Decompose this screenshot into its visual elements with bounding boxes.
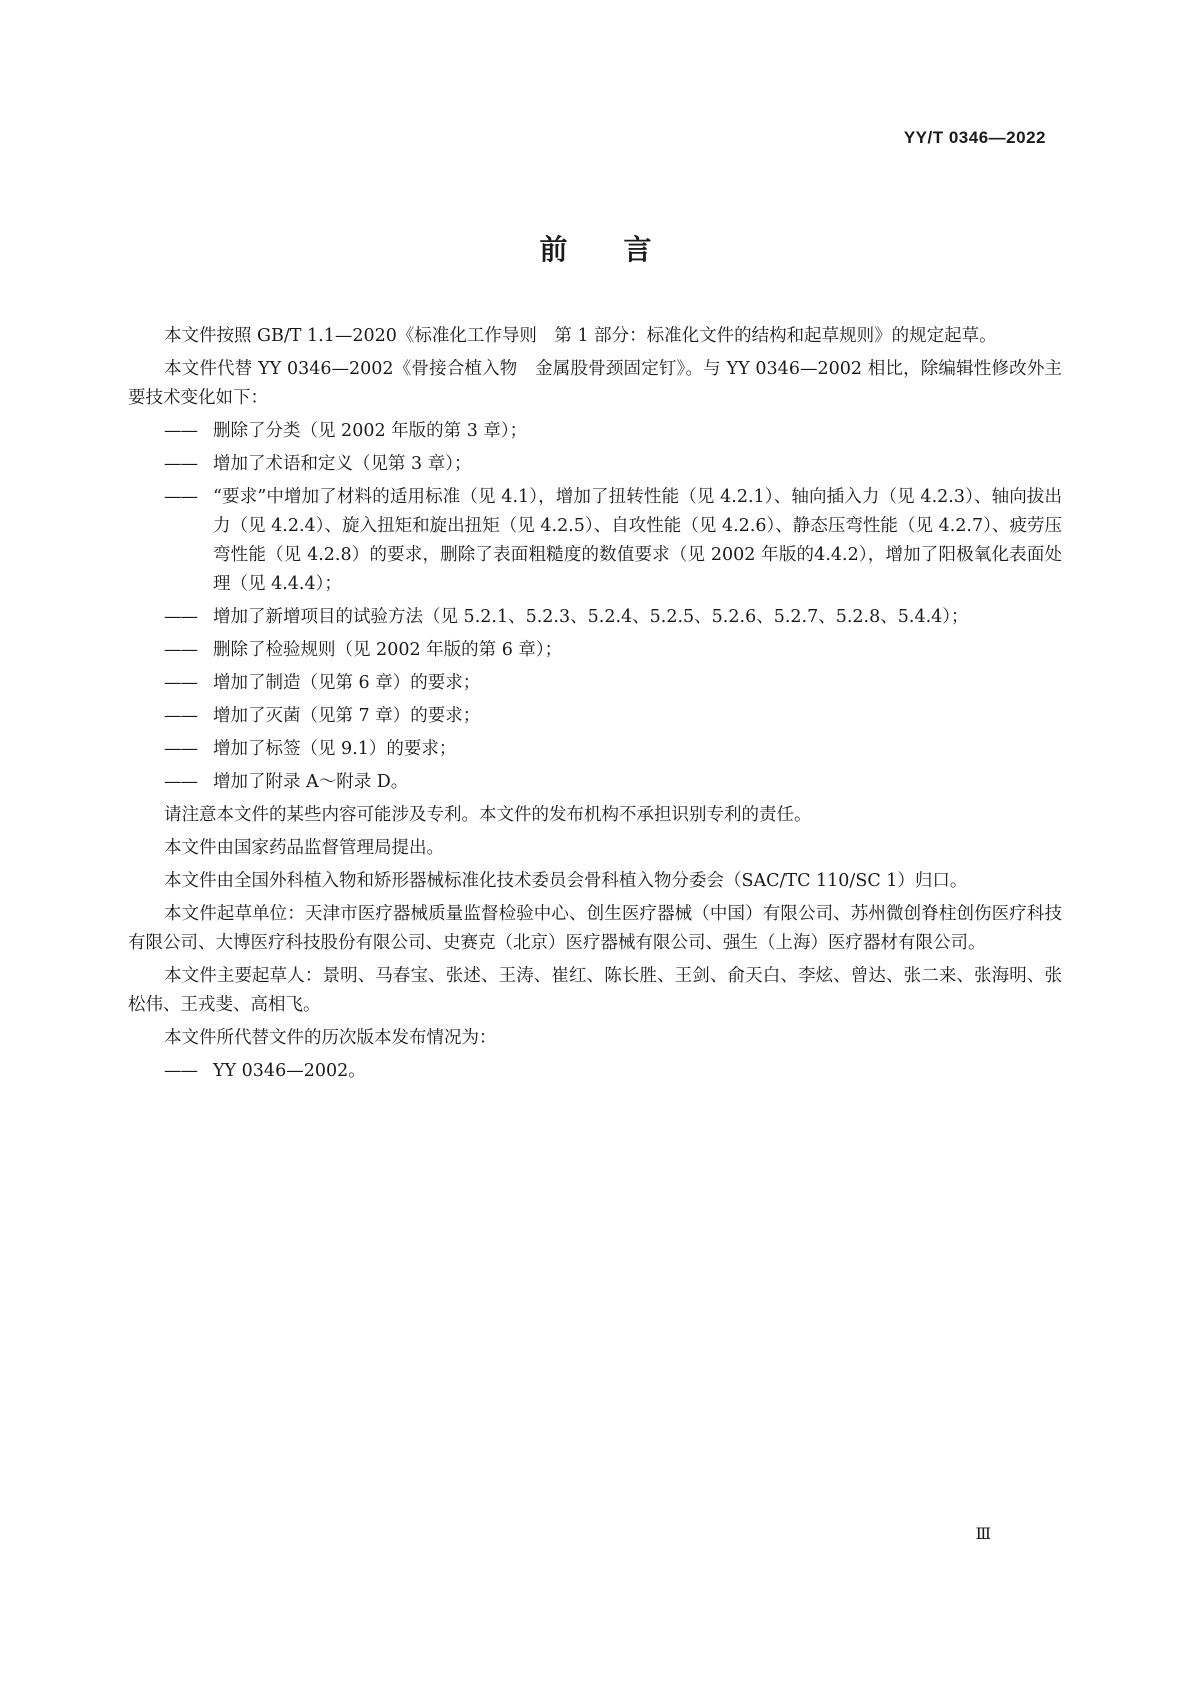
- list-item: [128, 450, 1062, 479]
- list-item: [128, 702, 1062, 731]
- preface-body: [128, 322, 1062, 1090]
- dash-mark: ——: [164, 640, 197, 660]
- list-item-text: 增加了术语和定义（见第 3 章）；: [213, 454, 472, 474]
- list-item: [128, 768, 1062, 797]
- preface-paragraph-drafting-rules: 本文件按照 GB/T 1.1—2020《标准化工作导则 第 1 部分：标准化文件的结构和起草规则》的规定起草。: [164, 326, 997, 346]
- dash-mark: ——: [164, 706, 197, 726]
- list-item: [128, 669, 1062, 698]
- preface-paragraph-proposer: 本文件由国家药品监督管理局提出。: [164, 838, 444, 858]
- preface-paragraph-committee: 本文件由全国外科植入物和矫形器械标准化技术委员会骨科植入物分委会（SAC/TC 110/SC 1）归口。: [164, 871, 968, 891]
- dash-mark: ——: [164, 739, 197, 759]
- dash-mark: ——: [164, 1061, 197, 1081]
- dash-mark: ——: [164, 772, 197, 792]
- list-item-text: 删除了检验规则（见 2002 年版的第 6 章）；: [213, 640, 563, 660]
- list-item-text: YY 0346—2002。: [213, 1061, 366, 1081]
- list-item-text: “要求”中增加了材料的适用标准（见 4.1），增加了扭转性能（见 4.2.1）、轴向插入力（见 4.2.3）、轴向拔出力（见 4.2.4）、旋入扭矩和旋出扭矩（见 4.2.5）、自攻性能（见 4.2.6）、静态压弯性能（见 4.2.7）、疲劳压弯性能（见 4.2.8）的要求，删除了表面粗糙度的数值要求（见 2002 年版的4.4.2），增加了阳极氧化表面处理（见 4.4.4）；: [213, 487, 1062, 594]
- preface-paragraph-drafting-units: 本文件起草单位：天津市医疗器械质量监督检验中心、创生医疗器械（中国）有限公司、苏州微创脊柱创伤医疗科技有限公司、大博医疗科技股份有限公司、史赛克（北京）医疗器械有限公司、强生（上海）医疗器材有限公司。: [128, 904, 1062, 953]
- dash-mark: ——: [164, 607, 197, 627]
- technical-changes-list: [128, 417, 1062, 797]
- standard-code: YY/T 0346—2022: [903, 128, 1046, 147]
- dash-mark: ——: [164, 454, 197, 474]
- list-item: [128, 1057, 1062, 1086]
- page-title: 前言: [539, 233, 708, 266]
- preface-paragraph-drafters: 本文件主要起草人：景明、马春宝、张述、王涛、崔红、陈长胜、王剑、俞天白、李炫、曾达、张二来、张海明、张松伟、王戎斐、高相飞。: [128, 966, 1062, 1015]
- dash-mark: ——: [164, 673, 197, 693]
- dash-mark: ——: [164, 487, 197, 507]
- page-number: Ⅲ: [975, 1524, 991, 1543]
- list-item-text: 增加了制造（见第 6 章）的要求；: [213, 673, 481, 693]
- list-item: [128, 603, 1062, 632]
- preface-paragraph-version-history: 本文件所代替文件的历次版本发布情况为：: [164, 1028, 497, 1048]
- preface-paragraph-patent-notice: 请注意本文件的某些内容可能涉及专利。本文件的发布机构不承担识别专利的责任。: [164, 805, 812, 825]
- list-item: [128, 636, 1062, 665]
- list-item-text: 增加了新增项目的试验方法（见 5.2.1、5.2.3、5.2.4、5.2.5、5.2.6、5.2.7、5.2.8、5.4.4）；: [213, 607, 969, 627]
- list-item-text: 增加了附录 A～附录 D。: [213, 772, 409, 792]
- list-item: [128, 735, 1062, 764]
- dash-mark: ——: [164, 421, 197, 441]
- list-item: [128, 417, 1062, 446]
- list-item: [128, 483, 1062, 599]
- list-item-text: 删除了分类（见 2002 年版的第 3 章）；: [213, 421, 528, 441]
- previous-versions-list: [128, 1057, 1062, 1086]
- preface-paragraph-replacement: 本文件代替 YY 0346—2002《骨接合植入物 金属股骨颈固定钉》。与 YY 0346—2002 相比，除编辑性修改外主要技术变化如下：: [128, 359, 1062, 408]
- list-item-text: 增加了灭菌（见第 7 章）的要求；: [213, 706, 481, 726]
- list-item-text: 增加了标签（见 9.1）的要求；: [213, 739, 457, 759]
